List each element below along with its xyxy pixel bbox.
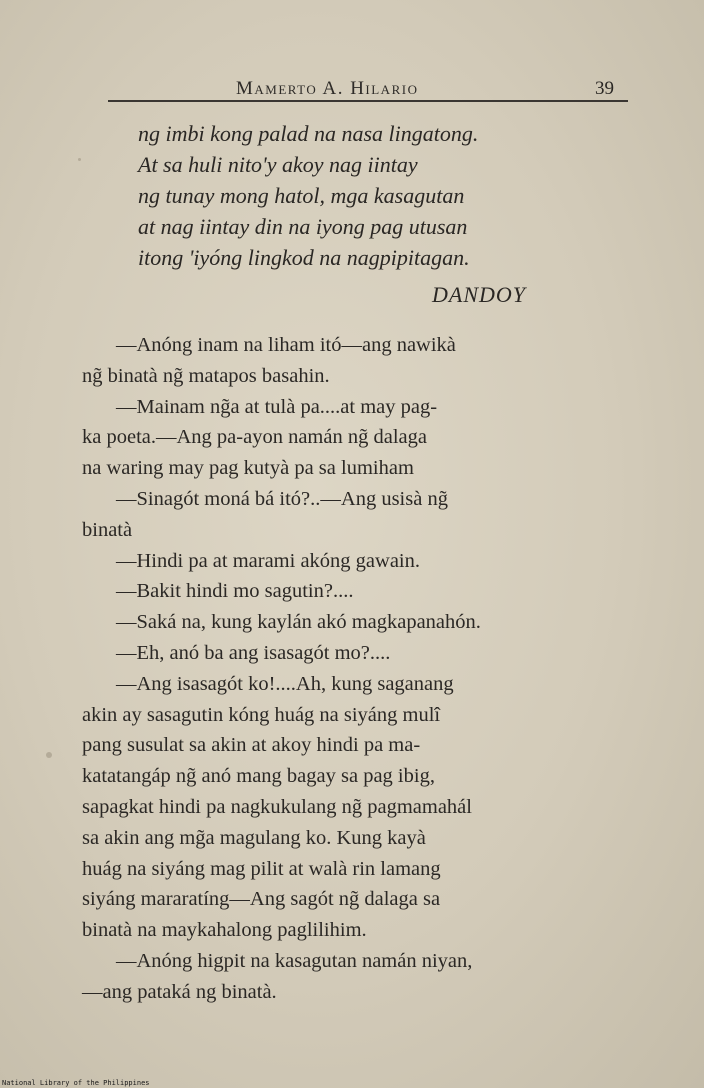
letter-signature: DANDOY: [432, 282, 527, 307]
text-line: —Saká na, kung kaylán akó magkapanahón.: [116, 611, 481, 634]
text-line: —Sinagót moná bá itó?..—Ang usisà ng̃: [116, 487, 448, 510]
page-header: [108, 74, 628, 104]
text-line: —Bakit hindi mo sagutin?....: [116, 580, 354, 603]
text-line: siyáng mararatíng—Ang sagót ng̃ dalaga sa: [82, 888, 441, 911]
text-line: binatà na maykahalong paglilihim.: [82, 919, 367, 942]
text-line: —ang pataká ng binatà.: [82, 980, 277, 1003]
letter-excerpt: [138, 118, 598, 273]
running-head: Mamerto A. Hilario: [236, 78, 419, 99]
letter-line: At sa huli nito'y akoy nag iintay: [138, 152, 418, 177]
text-line: akin ay sasagutin kóng huág na siyáng mulî: [82, 703, 441, 726]
text-line: —Eh, anó ba ang isasagót mo?....: [116, 641, 391, 664]
letter-line: at nag iintay din na iyong pag utusan: [138, 214, 468, 239]
text-line: sa akin ang mg̃a magulang ko. Kung kayà: [82, 826, 426, 849]
body-text: [82, 330, 634, 1008]
ink-spot: [46, 752, 52, 758]
letter-line: ng tunay mong hatol, mga kasagutan: [138, 183, 465, 208]
text-line: ng̃ binatà ng̃ matapos basahin.: [82, 364, 330, 387]
text-line: huág na siyáng mag pilit at walà rin lamang: [82, 857, 441, 880]
text-line: —Mainam ng̃a at tulà pa....at may pag-: [116, 395, 438, 418]
text-line: —Hindi pa at marami akóng gawain.: [116, 549, 420, 572]
text-line: ka poeta.—Ang pa-ayon namán ng̃ dalaga: [82, 426, 427, 449]
header-rule: [108, 100, 628, 102]
text-line: sapagkat hindi pa nagkukulang ng̃ pagmamahál: [82, 795, 472, 818]
text-line: —Anóng higpit na kasagutan namán niyan,: [116, 949, 473, 972]
text-line: binatà: [82, 518, 133, 541]
page-number: 39: [595, 78, 614, 99]
text-line: na waring may pag kutyà pa sa lumiham: [82, 457, 414, 480]
ink-spot: [78, 158, 81, 161]
text-line: pang susulat sa akin at akoy hindi pa ma-: [82, 734, 421, 757]
text-line: —Ang isasagót ko!....Ah, kung saganang: [116, 672, 454, 695]
text-line: katatangáp ng̃ anó mang bagay sa pag ibig,: [82, 765, 435, 788]
text-line: —Anóng inam na liham itó—ang nawikà: [116, 334, 456, 356]
letter-line: itong 'iyóng lingkod na nagpipitagan.: [138, 245, 470, 270]
letter-line: ng imbi kong palad na nasa lingatong.: [138, 121, 479, 146]
scan-credit: National Library of the Philippines: [2, 1079, 150, 1087]
